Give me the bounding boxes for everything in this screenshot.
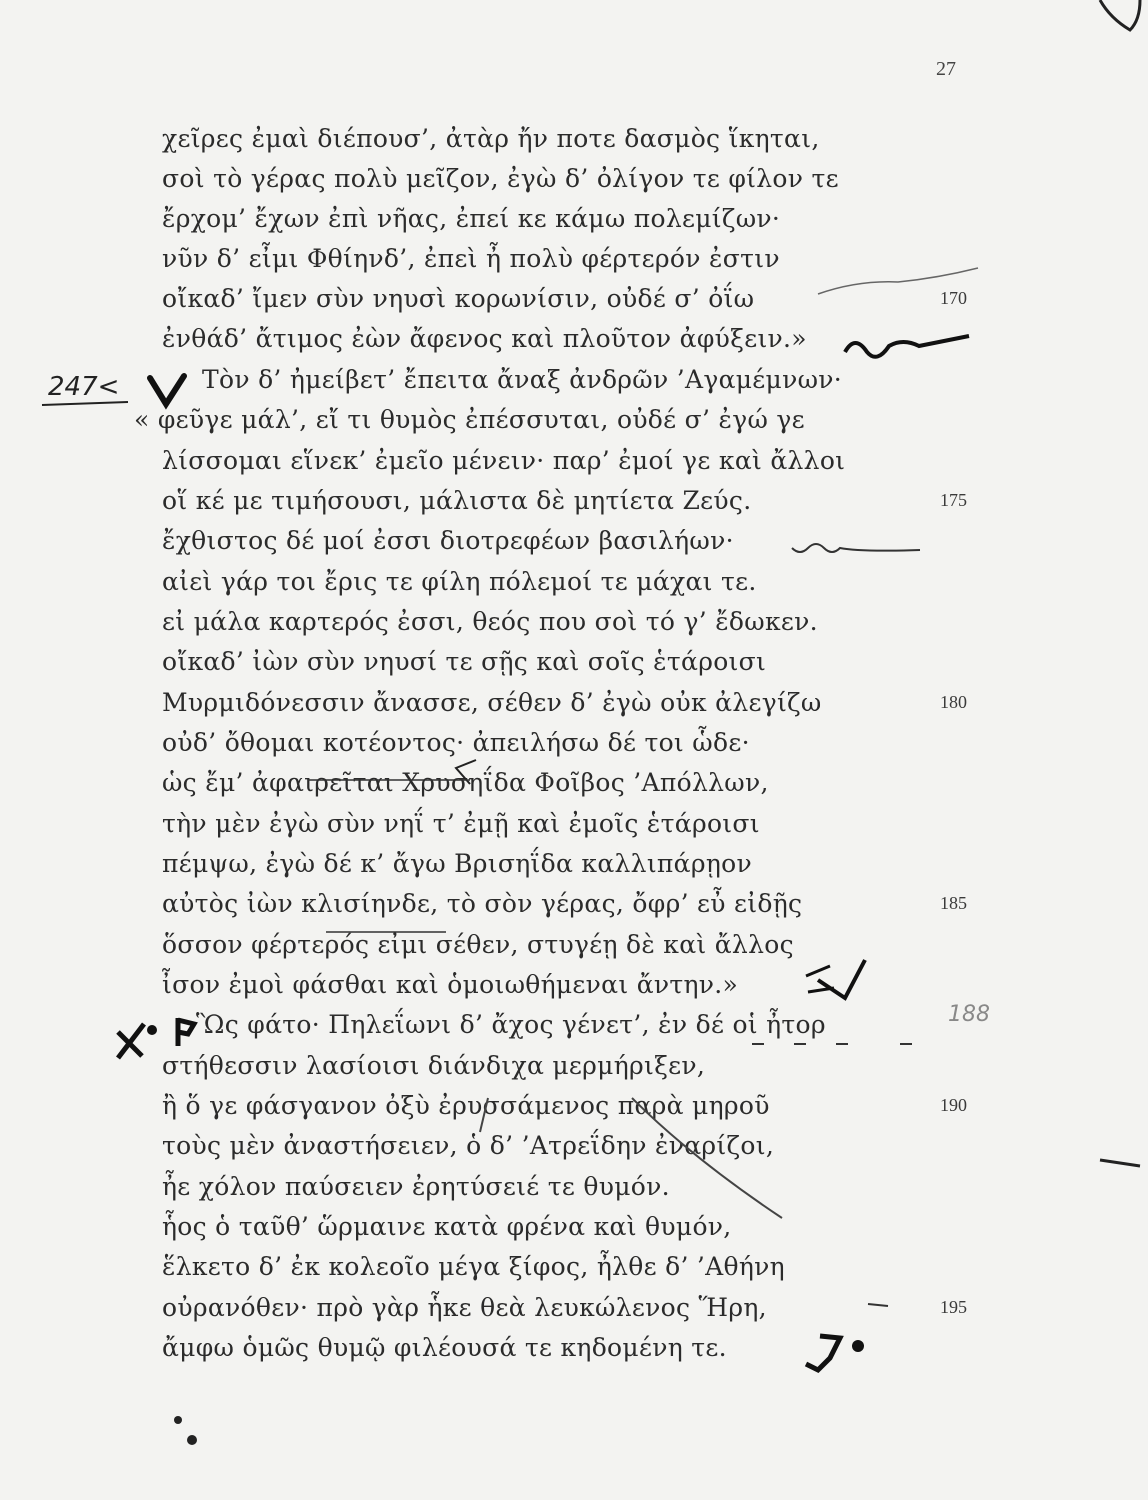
verse-text: λίσσομαι εἵνεκ’ ἐμεῖο μένειν· παρ’ ἐμοί γε καὶ ἄλλοι: [162, 446, 846, 475]
verse-text: ἧος ὁ ταῦθ’ ὥρμαινε κατὰ φρένα καὶ θυμόν,: [162, 1212, 732, 1241]
verse-line: [0, 607, 1148, 647]
verse-line: [0, 526, 1148, 566]
verse-text: εἰ μάλα καρτερός ἐσσι, θεός που σοὶ τό γ’ ἔδωκεν.: [162, 607, 818, 636]
verse-line: [0, 324, 1148, 364]
verse-text: ὡς ἔμ’ ἀφαιρεῖται Χρυσηΐδα Φοῖβος ’Απόλλων,: [162, 768, 769, 797]
verse-line: [0, 1212, 1148, 1252]
verse-text: οἴκαδ’ ἰὼν σὺν νηυσί τε σῇς καὶ σοῖς ἑτάροισι: [162, 647, 767, 676]
verse-line: [0, 970, 1148, 1010]
verse-line: [0, 1010, 1148, 1050]
verse-line: [0, 244, 1148, 284]
verse-line: [0, 1333, 1148, 1373]
verse-text: ἶσον ἐμοὶ φάσθαι καὶ ὁμοιωθήμεναι ἄντην.»: [162, 970, 739, 999]
bullet-mark: [174, 1416, 182, 1424]
verse-line: [0, 1051, 1148, 1091]
verse-text: χεῖρες ἐμαὶ διέπουσ’, ἀτὰρ ἤν ποτε δασμὸς ἵκηται,: [162, 124, 820, 153]
verse-line: [0, 486, 1148, 526]
verse-text: « φεῦγε μάλ’, εἴ τι θυμὸς ἐπέσσυται, οὐδέ σ’ ἐγώ γε: [134, 405, 805, 434]
verse-line: [0, 567, 1148, 607]
line-number: 190: [940, 1095, 967, 1115]
verse-text: οὐρανόθεν· πρὸ γὰρ ἧκε θεὰ λευκώλενος Ἥρη,: [162, 1293, 767, 1322]
corner-mark: [1100, 0, 1140, 30]
verse-line: [0, 365, 1148, 405]
verse-text: πέμψω, ἐγὼ δέ κ’ ἄγω Βρισηΐδα καλλιπάρῃον: [162, 849, 752, 878]
verse-text: τὴν μὲν ἐγὼ σὺν νηΐ τ’ ἐμῇ καὶ ἐμοῖς ἑτάροισι: [162, 809, 760, 838]
verse-line: [0, 889, 1148, 929]
line-number: 170: [940, 288, 967, 308]
verse-line: [0, 1172, 1148, 1212]
verse-text: αἰεὶ γάρ τοι ἔρις τε φίλη πόλεμοί τε μάχαι τε.: [162, 567, 757, 596]
verse-text: σοὶ τὸ γέρας πολὺ μεῖζον, ἐγὼ δ’ ὀλίγον τε φίλον τε: [162, 164, 839, 193]
verse-text: αὐτὸς ἰὼν κλισίηνδε, τὸ σὸν γέρας, ὄφρ’ εὖ εἰδῇς: [162, 889, 803, 918]
verse-text: ἄμφω ὁμῶς θυμῷ φιλέουσά τε κηδομένη τε.: [162, 1333, 727, 1362]
verse-text: ἐνθάδ’ ἄτιμος ἐὼν ἄφενος καὶ πλοῦτον ἀφύξειν.»: [162, 324, 807, 353]
verse-line: [0, 124, 1148, 164]
verse-text: ὅσσον φέρτερός εἰμι σέθεν, στυγέῃ δὲ καὶ ἄλλος: [162, 930, 794, 959]
verse-text: στήθεσσιν λασίοισι διάνδιχα μερμήριξεν,: [162, 1051, 706, 1080]
verse-text: Ὣς φάτο· Πηλεΐωνι δ’ ἄχος γένετ’, ἐν δέ οἱ ἦτορ: [196, 1010, 826, 1039]
verse-line: [0, 204, 1148, 244]
verse-line: [0, 164, 1148, 204]
line-number: 185: [940, 893, 967, 913]
verse-text: Τὸν δ’ ἠμείβετ’ ἔπειτα ἄναξ ἀνδρῶν ’Αγαμέμνων·: [202, 365, 843, 394]
verse-line: [0, 688, 1148, 728]
verse-line: [0, 647, 1148, 687]
verse-line: [0, 1252, 1148, 1292]
verse-line: [0, 1293, 1148, 1333]
verse-line: [0, 405, 1148, 445]
verse-line: [0, 1091, 1148, 1131]
verse-line: [0, 849, 1148, 889]
verse-line: [0, 728, 1148, 768]
verse-text: Μυρμιδόνεσσιν ἄνασσε, σέθεν δ’ ἐγὼ οὐκ ἀλεγίζω: [162, 688, 822, 717]
bullet-mark: [187, 1435, 197, 1445]
verse-text: ἕλκετο δ’ ἐκ κολεοῖο μέγα ξίφος, ἦλθε δ’ ’Αθήνη: [162, 1252, 785, 1281]
line-number: 195: [940, 1297, 967, 1317]
page-number: 27: [936, 58, 956, 80]
verse-text: οἵ κέ με τιμήσουσι, μάλιστα δὲ μητίετα Ζεύς.: [162, 486, 752, 515]
verse-line: [0, 809, 1148, 849]
verse-text: οὐδ’ ὄθομαι κοτέοντος· ἀπειλήσω δέ τοι ὧδε·: [162, 728, 750, 757]
verse-text: ἔρχομ’ ἔχων ἐπὶ νῆας, ἐπεί κε κάμω πολεμίζων·: [162, 204, 781, 233]
line-number: 175: [940, 490, 967, 510]
verse-text: ἢ ὅ γε φάσγανον ὀξὺ ἐρυσσάμενος παρὰ μηροῦ: [162, 1091, 770, 1120]
verse-text: τοὺς μὲν ἀναστήσειεν, ὁ δ’ ’Ατρεΐδην ἐναρίζοι,: [162, 1131, 775, 1160]
line-number: 180: [940, 692, 967, 712]
verse-line: [0, 768, 1148, 808]
verse-text: ἔχθιστος δέ μοί ἐσσι διοτρεφέων βασιλήων·: [162, 526, 734, 555]
verse-line: [0, 930, 1148, 970]
verse-text: ἦε χόλον παύσειεν ἐρητύσειέ τε θυμόν.: [162, 1172, 670, 1201]
verse-line: [0, 446, 1148, 486]
verse-text: νῦν δ’ εἶμι Φθίηνδ’, ἐπεὶ ἦ πολὺ φέρτερόν ἐστιν: [162, 244, 780, 273]
verse-line: [0, 1131, 1148, 1171]
verse-text: οἴκαδ’ ἴμεν σὺν νηυσὶ κορωνίσιν, οὐδέ σ’ ὀΐω: [162, 284, 755, 313]
margin-note-left: 247<: [48, 372, 120, 402]
margin-note-188: 188: [948, 1002, 990, 1027]
verse-line: [0, 284, 1148, 324]
